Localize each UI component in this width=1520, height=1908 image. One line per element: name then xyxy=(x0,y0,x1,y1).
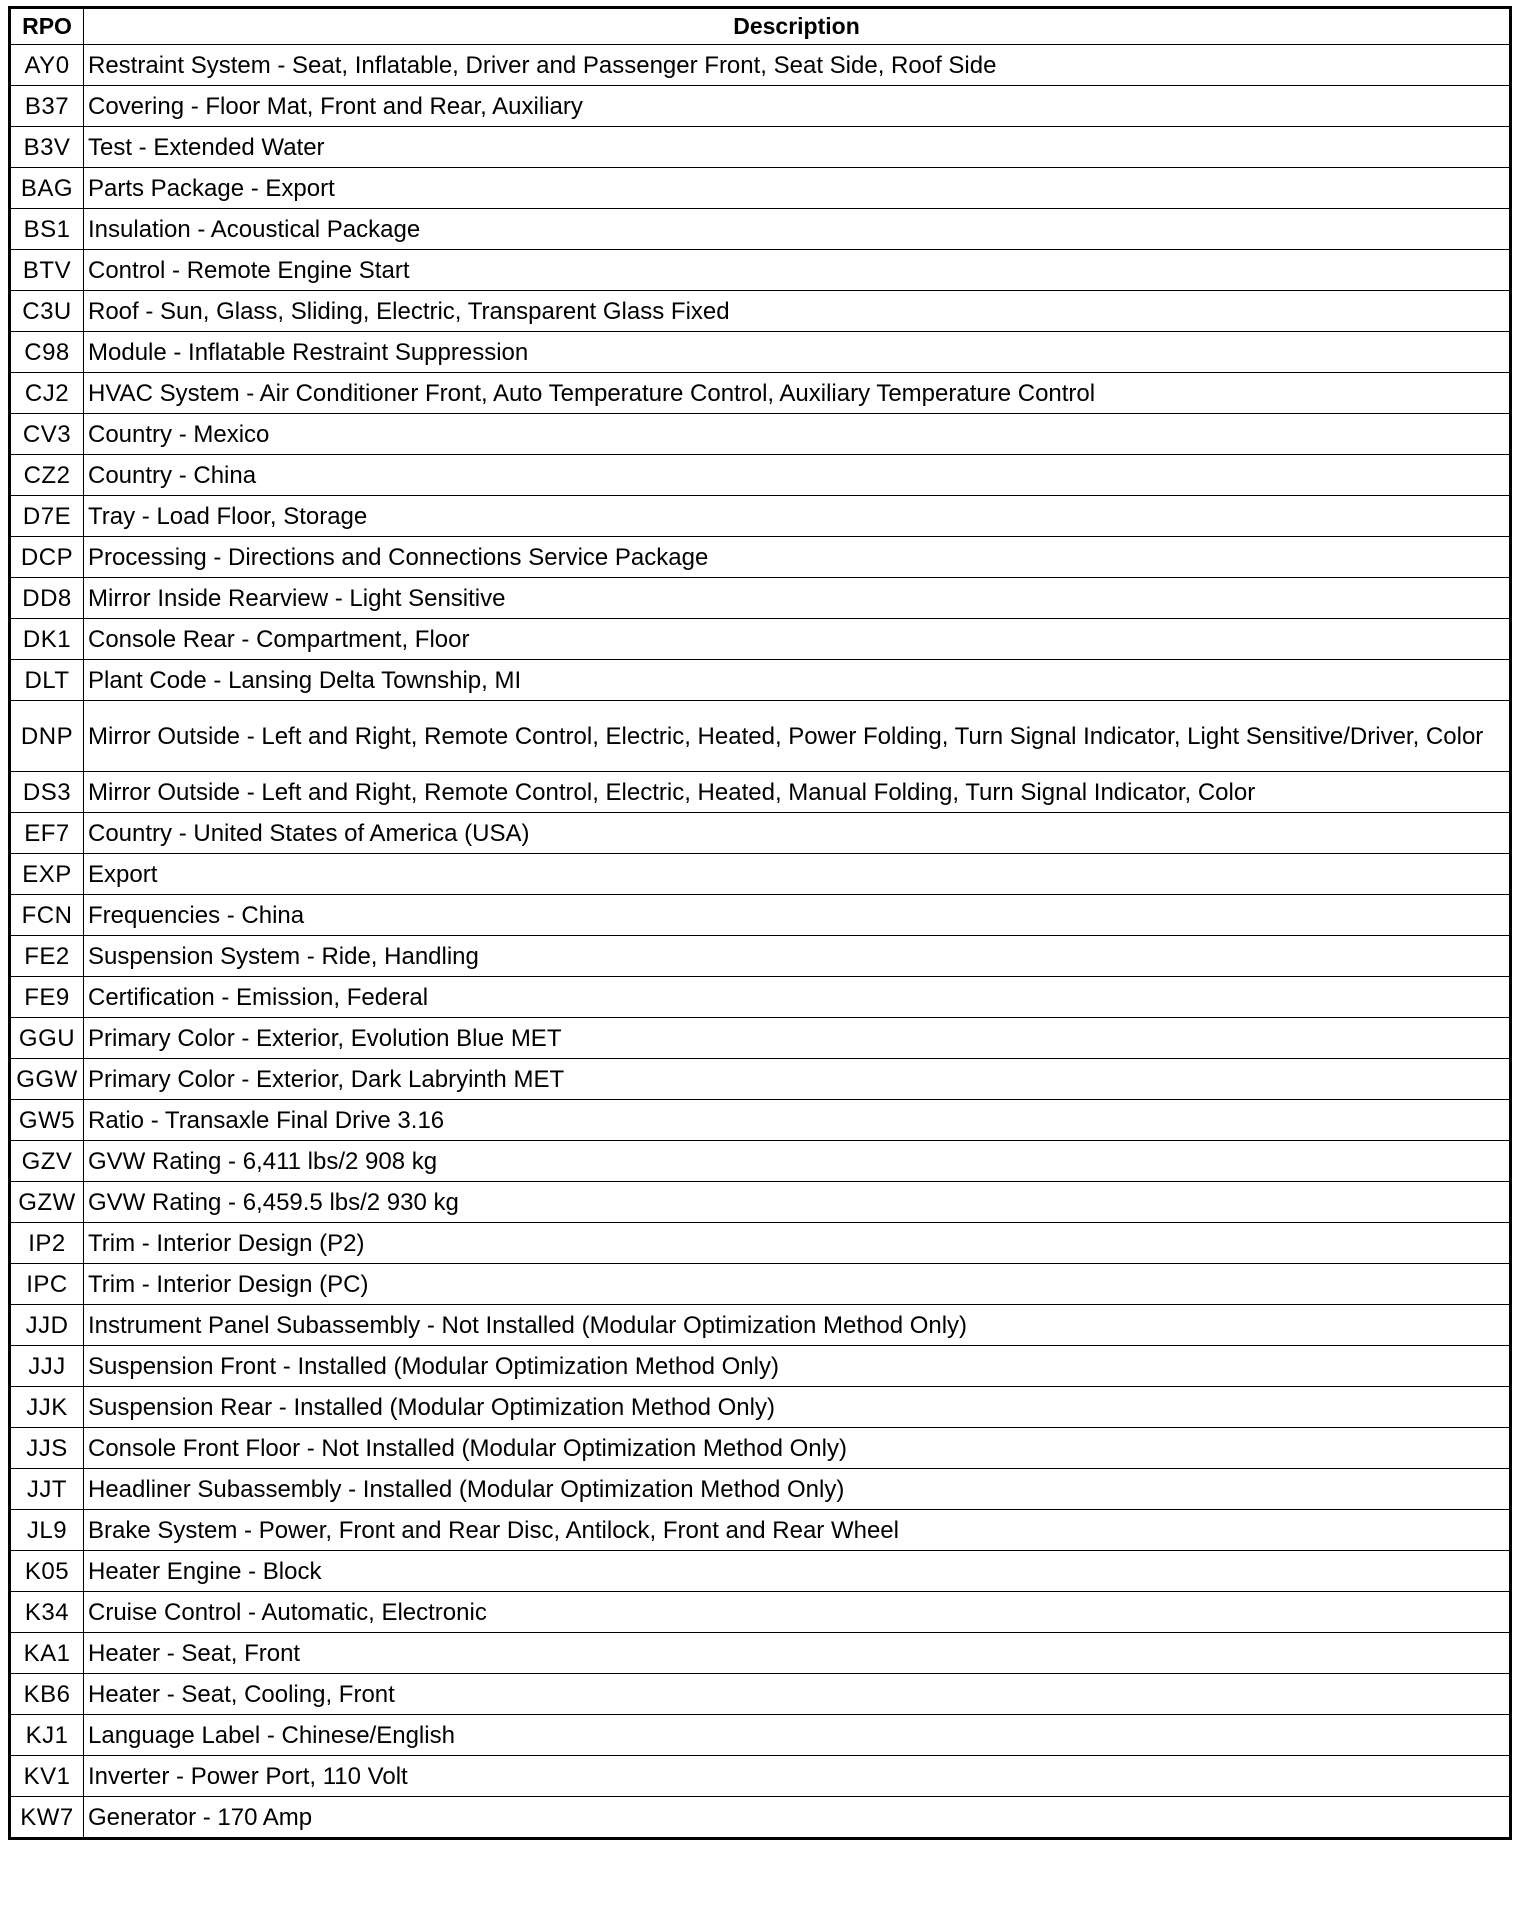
rpo-description-cell: Primary Color - Exterior, Dark Labryinth MET xyxy=(84,1059,1511,1100)
rpo-description-cell: Language Label - Chinese/English xyxy=(84,1715,1511,1756)
rpo-code-cell: DLT xyxy=(10,660,84,701)
table-row xyxy=(10,291,1511,332)
rpo-code-cell: IPC xyxy=(10,1264,84,1305)
rpo-code-cell: CZ2 xyxy=(10,455,84,496)
rpo-table-container xyxy=(8,6,1512,1840)
table-row xyxy=(10,496,1511,537)
table-row xyxy=(10,1633,1511,1674)
rpo-code-cell: CV3 xyxy=(10,414,84,455)
rpo-description-cell: Heater - Seat, Cooling, Front xyxy=(84,1674,1511,1715)
rpo-code-cell: KA1 xyxy=(10,1633,84,1674)
rpo-code-cell: JJS xyxy=(10,1428,84,1469)
rpo-code-cell: BAG xyxy=(10,168,84,209)
table-row xyxy=(10,1715,1511,1756)
table-row xyxy=(10,127,1511,168)
rpo-code-cell: IP2 xyxy=(10,1223,84,1264)
rpo-description-cell: Country - Mexico xyxy=(84,414,1511,455)
rpo-code-cell: D7E xyxy=(10,496,84,537)
rpo-description-cell: Parts Package - Export xyxy=(84,168,1511,209)
rpo-code-cell: DD8 xyxy=(10,578,84,619)
table-row xyxy=(10,1223,1511,1264)
rpo-code-cell: JJD xyxy=(10,1305,84,1346)
rpo-description-cell: Heater - Seat, Front xyxy=(84,1633,1511,1674)
rpo-code-cell: BS1 xyxy=(10,209,84,250)
table-row xyxy=(10,1346,1511,1387)
table-row xyxy=(10,1182,1511,1223)
rpo-description-cell: Headliner Subassembly - Installed (Modular Optimization Method Only) xyxy=(84,1469,1511,1510)
column-header-description: Description xyxy=(84,8,1511,45)
rpo-description-cell: Cruise Control - Automatic, Electronic xyxy=(84,1592,1511,1633)
table-row xyxy=(10,1428,1511,1469)
table-row xyxy=(10,1674,1511,1715)
rpo-description-cell: Suspension Front - Installed (Modular Optimization Method Only) xyxy=(84,1346,1511,1387)
table-row xyxy=(10,1141,1511,1182)
rpo-description-cell: Country - China xyxy=(84,455,1511,496)
rpo-description-cell: Mirror Outside - Left and Right, Remote Control, Electric, Heated, Manual Folding, Turn Signal Indicator, Color xyxy=(84,772,1511,813)
rpo-description-cell: Mirror Outside - Left and Right, Remote Control, Electric, Heated, Power Folding, Turn Signal Indicator, Light Sensitive/Driver, Color xyxy=(84,701,1511,772)
table-row xyxy=(10,578,1511,619)
table-row xyxy=(10,977,1511,1018)
rpo-description-cell: Console Rear - Compartment, Floor xyxy=(84,619,1511,660)
rpo-code-cell: GGU xyxy=(10,1018,84,1059)
rpo-description-cell: Module - Inflatable Restraint Suppression xyxy=(84,332,1511,373)
rpo-code-cell: JL9 xyxy=(10,1510,84,1551)
table-row xyxy=(10,537,1511,578)
rpo-description-cell: GVW Rating - 6,459.5 lbs/2 930 kg xyxy=(84,1182,1511,1223)
table-row xyxy=(10,854,1511,895)
table-row xyxy=(10,813,1511,854)
rpo-description-cell: Suspension System - Ride, Handling xyxy=(84,936,1511,977)
rpo-code-cell: KB6 xyxy=(10,1674,84,1715)
table-row xyxy=(10,332,1511,373)
rpo-code-cell: JJK xyxy=(10,1387,84,1428)
table-row xyxy=(10,1510,1511,1551)
rpo-code-cell: GGW xyxy=(10,1059,84,1100)
rpo-code-cell: K05 xyxy=(10,1551,84,1592)
rpo-code-cell: DS3 xyxy=(10,772,84,813)
table-row xyxy=(10,86,1511,127)
rpo-description-cell: GVW Rating - 6,411 lbs/2 908 kg xyxy=(84,1141,1511,1182)
table-row xyxy=(10,895,1511,936)
table-row xyxy=(10,1551,1511,1592)
rpo-code-cell: DCP xyxy=(10,537,84,578)
table-row xyxy=(10,250,1511,291)
rpo-code-cell: B3V xyxy=(10,127,84,168)
rpo-code-cell: FE2 xyxy=(10,936,84,977)
rpo-code-cell: C3U xyxy=(10,291,84,332)
rpo-description-cell: Certification - Emission, Federal xyxy=(84,977,1511,1018)
table-row xyxy=(10,619,1511,660)
rpo-description-cell: Trim - Interior Design (P2) xyxy=(84,1223,1511,1264)
rpo-description-cell: Trim - Interior Design (PC) xyxy=(84,1264,1511,1305)
rpo-code-cell: AY0 xyxy=(10,45,84,86)
table-row xyxy=(10,1797,1511,1839)
table-row xyxy=(10,45,1511,86)
rpo-code-cell: KV1 xyxy=(10,1756,84,1797)
table-row xyxy=(10,209,1511,250)
rpo-description-cell: Primary Color - Exterior, Evolution Blue MET xyxy=(84,1018,1511,1059)
table-row xyxy=(10,1264,1511,1305)
table-row xyxy=(10,1059,1511,1100)
table-row xyxy=(10,1387,1511,1428)
rpo-description-cell: Processing - Directions and Connections Service Package xyxy=(84,537,1511,578)
rpo-code-cell: EF7 xyxy=(10,813,84,854)
rpo-description-cell: Brake System - Power, Front and Rear Disc, Antilock, Front and Rear Wheel xyxy=(84,1510,1511,1551)
table-row xyxy=(10,168,1511,209)
rpo-description-cell: Country - United States of America (USA) xyxy=(84,813,1511,854)
table-row xyxy=(10,1305,1511,1346)
rpo-description-cell: Control - Remote Engine Start xyxy=(84,250,1511,291)
rpo-code-cell: GW5 xyxy=(10,1100,84,1141)
rpo-description-cell: Mirror Inside Rearview - Light Sensitive xyxy=(84,578,1511,619)
table-row xyxy=(10,373,1511,414)
rpo-code-cell: GZW xyxy=(10,1182,84,1223)
rpo-description-cell: Tray - Load Floor, Storage xyxy=(84,496,1511,537)
rpo-code-cell: B37 xyxy=(10,86,84,127)
table-row xyxy=(10,1100,1511,1141)
rpo-description-cell: Inverter - Power Port, 110 Volt xyxy=(84,1756,1511,1797)
rpo-description-cell: Insulation - Acoustical Package xyxy=(84,209,1511,250)
rpo-description-cell: HVAC System - Air Conditioner Front, Auto Temperature Control, Auxiliary Temperature Control xyxy=(84,373,1511,414)
table-row xyxy=(10,1469,1511,1510)
rpo-code-cell: JJJ xyxy=(10,1346,84,1387)
rpo-code-cell: CJ2 xyxy=(10,373,84,414)
rpo-table xyxy=(8,6,1512,1840)
rpo-code-cell: DNP xyxy=(10,701,84,772)
rpo-code-cell: KJ1 xyxy=(10,1715,84,1756)
rpo-description-cell: Export xyxy=(84,854,1511,895)
rpo-code-cell: KW7 xyxy=(10,1797,84,1839)
table-row xyxy=(10,936,1511,977)
rpo-description-cell: Frequencies - China xyxy=(84,895,1511,936)
rpo-description-cell: Heater Engine - Block xyxy=(84,1551,1511,1592)
table-row xyxy=(10,1018,1511,1059)
table-body xyxy=(10,45,1511,1839)
rpo-description-cell: Console Front Floor - Not Installed (Modular Optimization Method Only) xyxy=(84,1428,1511,1469)
table-row xyxy=(10,1756,1511,1797)
rpo-description-cell: Instrument Panel Subassembly - Not Installed (Modular Optimization Method Only) xyxy=(84,1305,1511,1346)
rpo-code-cell: EXP xyxy=(10,854,84,895)
table-row xyxy=(10,660,1511,701)
rpo-code-cell: GZV xyxy=(10,1141,84,1182)
table-row xyxy=(10,1592,1511,1633)
table-row xyxy=(10,701,1511,772)
rpo-description-cell: Covering - Floor Mat, Front and Rear, Auxiliary xyxy=(84,86,1511,127)
rpo-description-cell: Ratio - Transaxle Final Drive 3.16 xyxy=(84,1100,1511,1141)
rpo-code-cell: DK1 xyxy=(10,619,84,660)
rpo-description-cell: Roof - Sun, Glass, Sliding, Electric, Transparent Glass Fixed xyxy=(84,291,1511,332)
rpo-description-cell: Suspension Rear - Installed (Modular Optimization Method Only) xyxy=(84,1387,1511,1428)
rpo-description-cell: Generator - 170 Amp xyxy=(84,1797,1511,1839)
rpo-code-cell: K34 xyxy=(10,1592,84,1633)
rpo-code-cell: C98 xyxy=(10,332,84,373)
rpo-code-cell: FE9 xyxy=(10,977,84,1018)
rpo-code-cell: BTV xyxy=(10,250,84,291)
rpo-description-cell: Restraint System - Seat, Inflatable, Driver and Passenger Front, Seat Side, Roof Side xyxy=(84,45,1511,86)
rpo-description-cell: Plant Code - Lansing Delta Township, MI xyxy=(84,660,1511,701)
table-row xyxy=(10,772,1511,813)
table-header-row xyxy=(10,8,1511,45)
rpo-code-cell: FCN xyxy=(10,895,84,936)
table-row xyxy=(10,414,1511,455)
table-row xyxy=(10,455,1511,496)
rpo-code-cell: JJT xyxy=(10,1469,84,1510)
column-header-rpo: RPO xyxy=(10,8,84,45)
rpo-description-cell: Test - Extended Water xyxy=(84,127,1511,168)
